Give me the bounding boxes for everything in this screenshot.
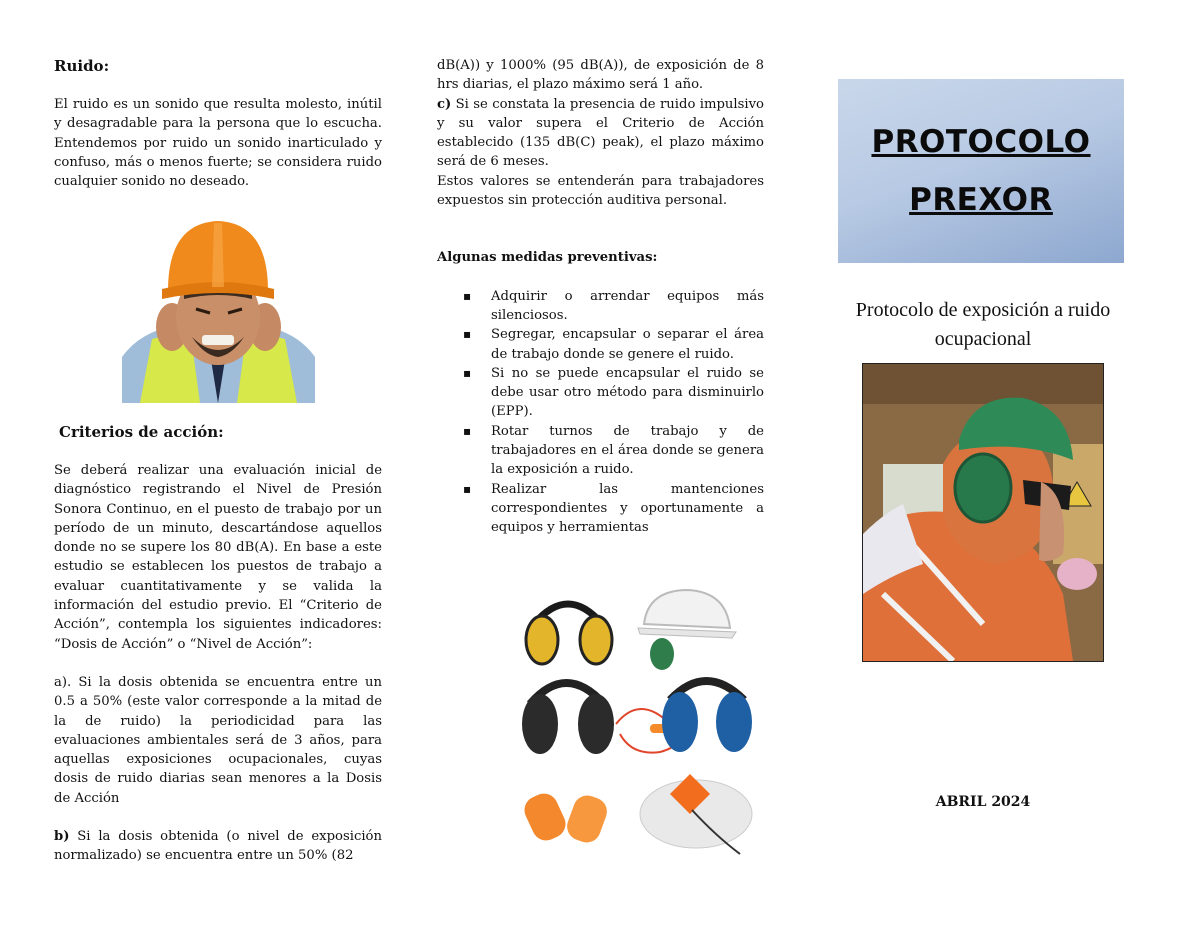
title-banner <box>838 79 1124 263</box>
medida-item: ▪ Realizar las mantenciones correspondientes y oportunamente a equipos y herramientas <box>437 480 764 538</box>
item-c-paragraph <box>437 95 764 172</box>
ruido-heading: Ruido: <box>54 57 110 75</box>
medida-item: ▪ Segregar, encapsular o separar el área de trabajo donde se genere el ruido. <box>437 325 764 364</box>
criterios-text: Se deberá realizar una evaluación inicial de diagnóstico registrando el Nivel de Presión Sonora Continuo, en el puesto de trabajo por un período de un minuto, descartándose aquellos donde no se supere los 80 dB(A). En base a este estudio se establecen los puestos de trabajo a evaluar cuantitativamente y se valida la información del estudio previo. El “Criterio de Acción”, contempla los siguientes indicadores: “Dosis de Acción” o “Nivel de Acción”: <box>54 463 382 652</box>
item-a-text: a). Si la dosis obtenida se encuentra entre un 0.5 a 50% (este valor corresponde a la mitad de la de ruido) la periodicidad para las evaluaciones ambientales será de 3 años, para aquellas exposiciones ocupacionales, cuyas dosis de ruido diarias sean menores a la Dosis de Acción <box>54 674 382 806</box>
hearing-protection-equipment-image <box>520 584 756 862</box>
criterios-heading: Criterios de acción: <box>59 423 224 441</box>
title-line-1: PROTOCOLO <box>871 124 1091 160</box>
medida-item: ▪ Rotar turnos de trabajo y de trabajadores en el área donde se genera la exposición a ruido. <box>437 422 764 480</box>
ruido-text: El ruido es un sonido que resulta molesto, inútil y desagradable para la persona que lo escucha. Entendemos por ruido un sonido inarticulado y confuso, más o menos fuerte; se considera ruido cualquier sonido no deseado. <box>54 97 382 190</box>
publication-date: ABRIL 2024 <box>935 794 1031 810</box>
item-b-label: b) <box>54 829 70 845</box>
worker-green-helmet-image <box>862 363 1104 662</box>
medida-item: ▪ Adquirir o arrendar equipos más silenciosos. <box>437 287 764 326</box>
column-middle <box>437 56 764 538</box>
item-c-text: Si se constata la presencia de ruido impulsivo y su valor supera el Criterio de Acción establecido (135 dB(C) peak), el plazo máximo será de 6 meses. <box>437 96 764 170</box>
worker-covering-ears-image <box>122 217 315 403</box>
subtitle: Protocolo de exposición a ruido ocupacional <box>855 299 1111 350</box>
item-b-text: Si la dosis obtenida (o nivel de exposición normalizado) se encuentra entre un 50% (82 <box>54 829 382 864</box>
item-c-label: c) <box>437 96 452 112</box>
exposure-note: Estos valores se entenderán para trabajadores expuestos sin protección auditiva personal. <box>437 173 764 209</box>
column-left-lower <box>54 422 382 866</box>
column-left <box>54 56 382 191</box>
medidas-list <box>437 287 764 538</box>
title-line-2: PREXOR <box>909 182 1053 218</box>
medidas-heading: Algunas medidas preventivas: <box>437 250 658 266</box>
item-b-paragraph <box>54 827 382 866</box>
item-b-continuation: dB(A)) y 1000% (95 dB(A)), de exposición de 8 hrs diarias, el plazo máximo será 1 año. <box>437 58 764 93</box>
medida-item: ▪ Si no se puede encapsular el ruido se debe usar otro método para disminuirlo (EPP). <box>437 364 764 422</box>
